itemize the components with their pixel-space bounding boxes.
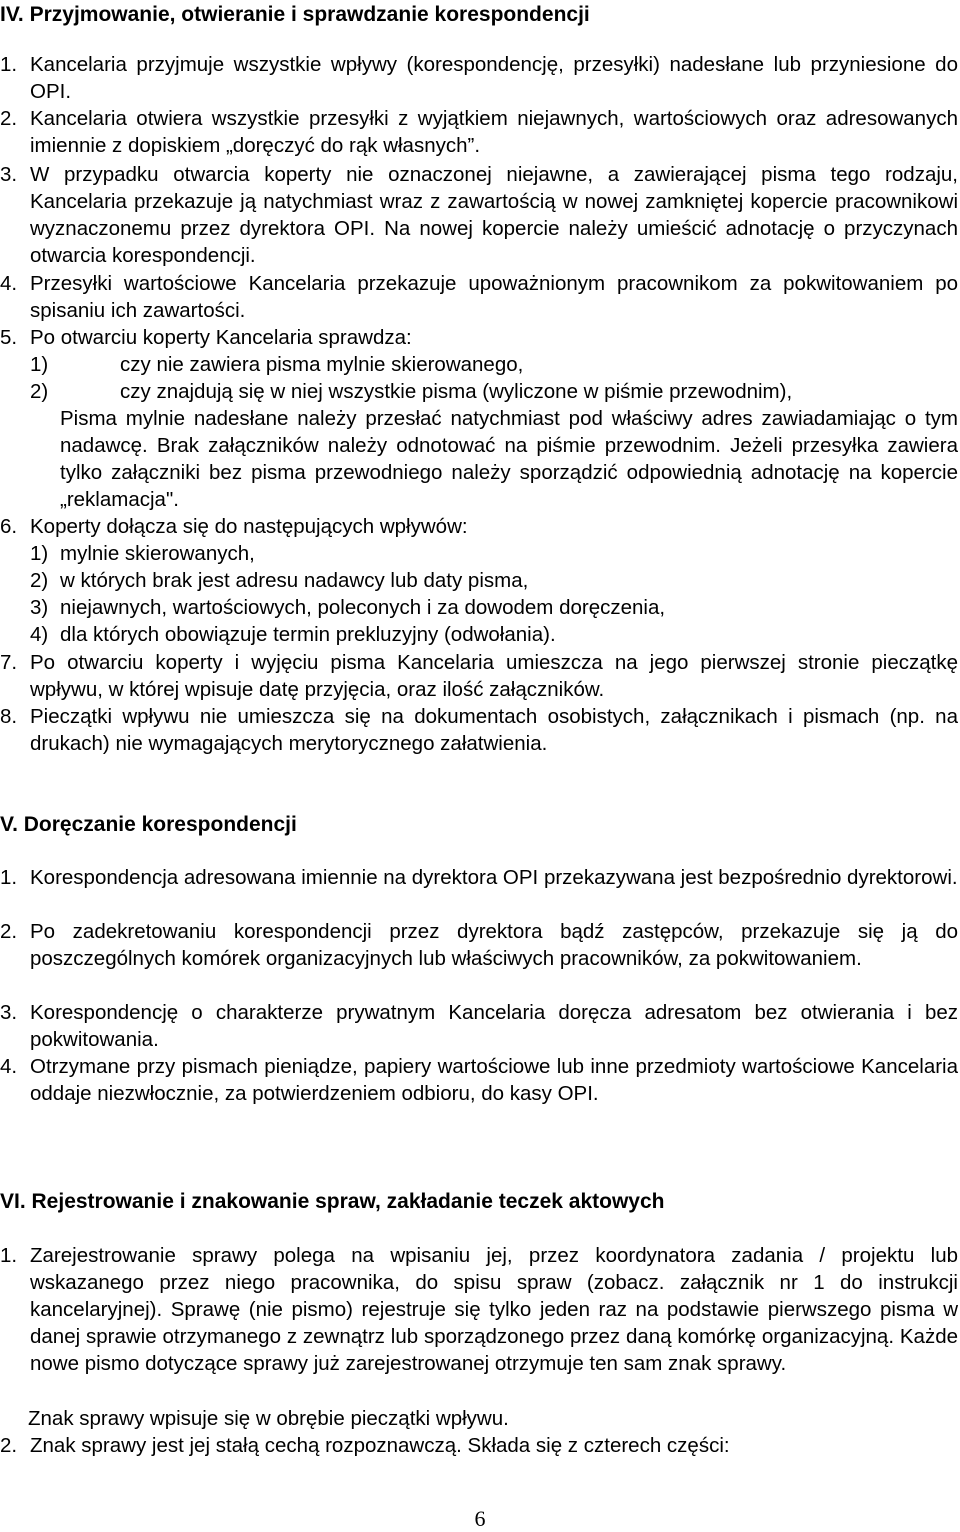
list-item xyxy=(0,1432,958,1459)
item-text: Kancelaria otwiera wszystkie przesyłki z wyjątkiem niejawnych, wartościowych oraz adresowanych imiennie z dopiskiem „doręczyć do rąk własnych”. xyxy=(30,107,958,157)
sub-item xyxy=(30,378,792,405)
sub-item-number: 2) xyxy=(30,380,49,403)
sub-item xyxy=(30,351,523,378)
sub-item-text: mylnie skierowanych, xyxy=(60,542,255,565)
sub-item xyxy=(30,540,255,567)
sub-item xyxy=(30,567,528,594)
item-number: 7. xyxy=(0,651,18,674)
item-text: W przypadku otwarcia koperty nie oznaczonej niejawne, a zawierającej pisma tego rodzaju, Kancelaria przekazuje ją natychmiast wraz z zawartością w nowej zamkniętej kopercie pracownikowi wyznaczonemu przez dyrektora OPI. Na nowej kopercie należy umieścić adnotację o przyczynach otwarcia korespondencji. xyxy=(30,163,958,267)
item-number: 1. xyxy=(0,866,18,889)
sub-item-text: czy nie zawiera pisma mylnie skierowanego, xyxy=(120,353,524,376)
item-number: 8. xyxy=(0,705,18,728)
list-item xyxy=(0,703,958,757)
item-text: Po zadekretowaniu korespondencji przez dyrektora bądź zastępców, przekazuje się ją do poszczególnych komórek organizacyjnych lub właściwych pracowników, za pokwitowaniem. xyxy=(30,920,958,970)
item-text: Znak sprawy jest jej stałą cechą rozpoznawczą. Składa się z czterech części: xyxy=(30,1434,730,1457)
list-item xyxy=(0,649,958,703)
section-heading-iv: IV. Przyjmowanie, otwieranie i sprawdzanie korespondencji xyxy=(0,3,590,26)
sub-item-number: 3) xyxy=(30,596,49,619)
list-item xyxy=(0,161,958,269)
item-number: 4. xyxy=(0,1055,18,1078)
list-item xyxy=(0,1053,958,1107)
item-number: 5. xyxy=(0,326,18,349)
item-text: Korespondencja adresowana imiennie na dyrektora OPI przekazywana jest bezpośrednio dyrektorowi. xyxy=(30,866,958,889)
list-item xyxy=(0,999,958,1053)
note-text: Pisma mylnie nadesłane należy przesłać natychmiast pod właściwy adres zawiadamiając o tym nadawcę. Brak załączników należy odnotować na piśmie przewodnim. Jeżeli przesyłka zawiera tylko załączniki bez pisma przewodniego należy sporządzić odpowiednią adnotację na kopercie „reklamacja". xyxy=(60,407,958,511)
item-number: 1. xyxy=(0,1244,18,1267)
list-item xyxy=(0,864,958,891)
item-text: Po otwarciu koperty Kancelaria sprawdza: xyxy=(30,326,412,349)
page-number: 6 xyxy=(474,1506,486,1531)
item-number: 3. xyxy=(0,1001,18,1024)
item-number: 2. xyxy=(0,107,18,130)
sub-item-number: 4) xyxy=(30,623,49,646)
list-item xyxy=(0,270,958,324)
sub-item-text: czy znajdują się w niej wszystkie pisma (wyliczone w piśmie przewodnim), xyxy=(120,380,793,403)
item-number: 2. xyxy=(0,1434,18,1457)
item-number: 4. xyxy=(0,272,18,295)
item-number: 6. xyxy=(0,515,18,538)
section-heading-v: V. Doręczanie korespondencji xyxy=(0,813,297,836)
sub-item xyxy=(30,621,556,648)
item-text: Po otwarciu koperty i wyjęciu pisma Kancelaria umieszcza na jego pierwszej stronie pieczątkę wpływu, w której wpisuje datę przyjęcia, oraz ilość załączników. xyxy=(30,651,958,701)
item-text: Przesyłki wartościowe Kancelaria przekazuje upoważnionym pracownikom za pokwitowaniem po spisaniu ich zawartości. xyxy=(30,272,958,322)
item-number: 1. xyxy=(0,53,18,76)
item-text: Zarejestrowanie sprawy polega na wpisaniu jej, przez koordynatora zadania / projektu lub wskazanego przez niego pracownika, do spisu spraw (zobacz. załącznik nr 1 do instrukcji kancelaryjnej). Sprawę (nie pismo) rejestruje się tylko jeden raz na podstawie pierwszego pisma w danej sprawie otrzymanego z zewnątrz lub sporządzonego przez daną komórkę organizacyjną. Każde nowe pismo dotyczące sprawy już zarejestrowanej otrzymuje ten sam znak sprawy. xyxy=(30,1244,958,1375)
sub-item-text: niejawnych, wartościowych, poleconych i za dowodem doręczenia, xyxy=(60,596,666,619)
list-item xyxy=(0,324,958,351)
sub-item-text: dla których obowiązuje termin prekluzyjny (odwołania). xyxy=(60,623,556,646)
section-heading-vi: VI. Rejestrowanie i znakowanie spraw, zakładanie teczek aktowych xyxy=(0,1190,665,1213)
list-item xyxy=(0,513,958,540)
item-number: 2. xyxy=(0,920,18,943)
item-text: Korespondencję o charakterze prywatnym Kancelaria doręcza adresatom bez otwierania i bez pokwitowania. xyxy=(30,1001,958,1051)
list-item xyxy=(0,105,958,159)
list-item xyxy=(0,1242,958,1377)
item-text: Pieczątki wpływu nie umieszcza się na dokumentach osobistych, załącznikach i pismach (np. na drukach) nie wymagających merytorycznego załatwienia. xyxy=(30,705,958,755)
sub-item-number: 1) xyxy=(30,353,49,376)
sub-item-number: 2) xyxy=(30,569,49,592)
item-number: 3. xyxy=(0,163,18,186)
sub-item xyxy=(30,594,665,621)
item-note: Znak sprawy wpisuje się w obrębie pieczątki wpływu. xyxy=(28,1407,509,1430)
list-item xyxy=(0,918,958,972)
item-text: Kancelaria przyjmuje wszystkie wpływy (korespondencję, przesyłki) nadesłane lub przyniesione do OPI. xyxy=(30,53,958,103)
item-note xyxy=(30,405,958,513)
list-item xyxy=(0,51,958,105)
sub-item-number: 1) xyxy=(30,542,49,565)
sub-item-text: w których brak jest adresu nadawcy lub daty pisma, xyxy=(60,569,529,592)
item-text: Otrzymane przy pismach pieniądze, papiery wartościowe lub inne przedmioty wartościowe Kancelaria oddaje niezwłocznie, za potwierdzeniem odbioru, do kasy OPI. xyxy=(30,1055,958,1105)
item-text: Koperty dołącza się do następujących wpływów: xyxy=(30,515,468,538)
